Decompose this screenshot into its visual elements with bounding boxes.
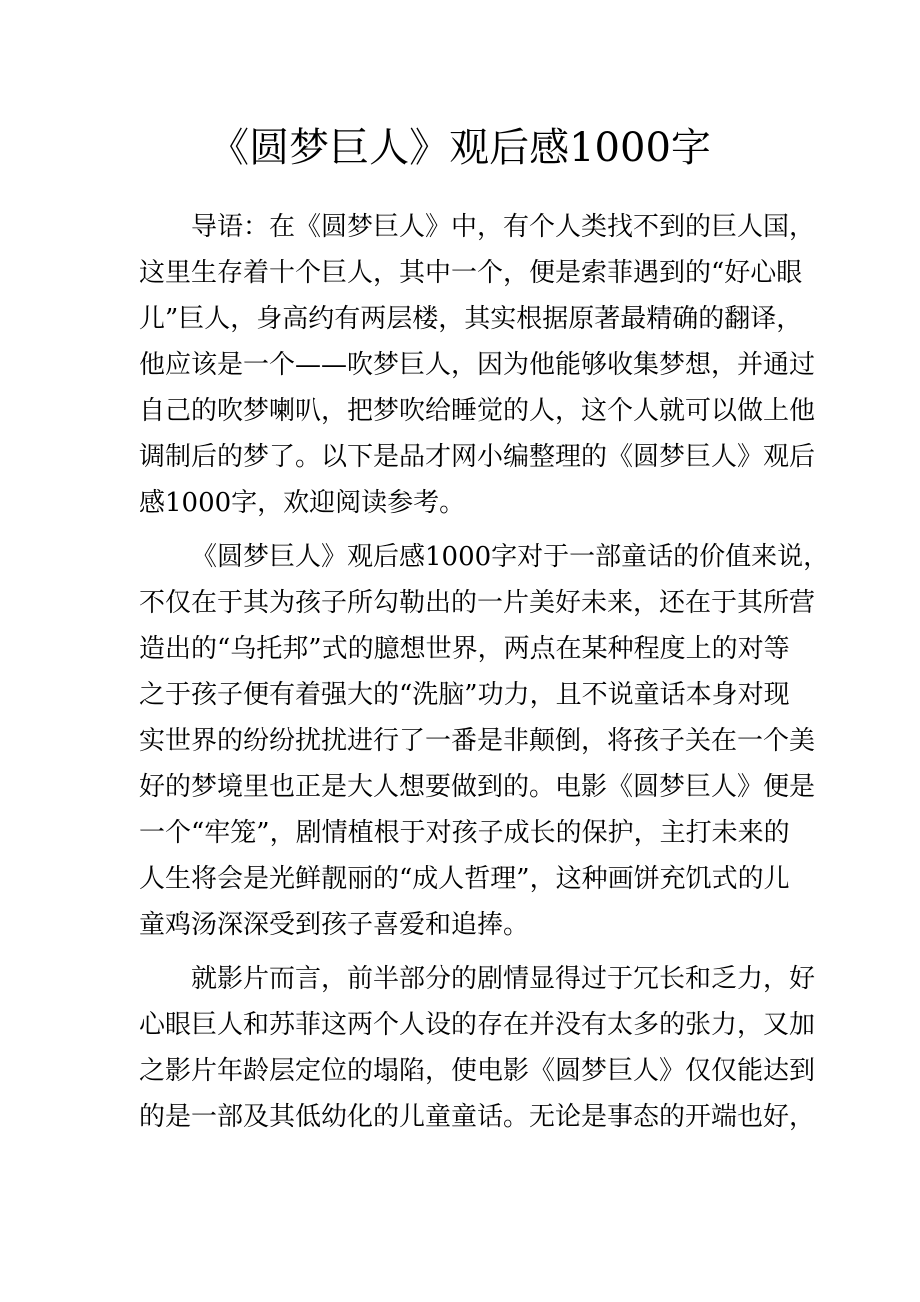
text-line: 的是一部及其低幼化的儿童童话。无论是事态的开端也好， xyxy=(139,1102,816,1132)
text-line: 之于孩子便有着强大的“洗脑”功力，且不说童话本身对现 xyxy=(139,680,790,710)
text-line: 实世界的纷纷扰扰进行了一番是非颠倒，将孩子关在一个美 xyxy=(139,726,816,756)
text-line: 这里生存着十个巨人，其中一个，便是索菲遇到的“好心眼 xyxy=(139,258,803,288)
text-line: 人生将会是光鲜靓丽的“成人哲理”，这种画饼充饥式的儿 xyxy=(139,864,790,894)
text-line: 一个“牢笼”，剧情植根于对孩子成长的保护，主打未来的 xyxy=(139,818,790,848)
text-line: 自己的吹梦喇叭，把梦吹给睡觉的人，这个人就可以做上他 xyxy=(139,396,816,426)
document-title: 《圆梦巨人》观后感1000字 xyxy=(209,125,711,171)
text-line: 导语：在《圆梦巨人》中，有个人类找不到的巨人国， xyxy=(191,212,816,242)
text-line: 就影片而言，前半部分的剧情显得过于冗长和乏力，好 xyxy=(191,964,816,994)
text-line: 他应该是一个——吹梦巨人，因为他能够收集梦想，并通过 xyxy=(139,350,816,380)
paragraph-intro xyxy=(139,204,816,526)
text-line: 感1000字，欢迎阅读参考。 xyxy=(139,488,466,518)
document-body xyxy=(139,204,830,1140)
text-line: 之影片年龄层定位的塌陷，使电影《圆梦巨人》仅仅能达到 xyxy=(139,1056,816,1086)
text-line: 调制后的梦了。以下是品才网小编整理的《圆梦巨人》观后 xyxy=(139,442,816,472)
text-line: 不仅在于其为孩子所勾勒出的一片美好未来，还在于其所营 xyxy=(139,588,816,618)
text-line: 《圆梦巨人》观后感1000字对于一部童话的价值来说， xyxy=(191,542,830,572)
text-line: 心眼巨人和苏菲这两个人设的存在并没有太多的张力，又加 xyxy=(139,1010,816,1040)
paragraph-fairy-tale-value xyxy=(139,534,830,948)
text-line: 儿”巨人，身高约有两层楼，其实根据原著最精确的翻译， xyxy=(139,304,803,334)
text-line: 童鸡汤深深受到孩子喜爱和追捧。 xyxy=(139,910,530,940)
text-line: 好的梦境里也正是大人想要做到的。电影《圆梦巨人》便是 xyxy=(139,772,816,802)
paragraph-film-review xyxy=(139,956,816,1140)
text-line: 造出的“乌托邦”式的臆想世界，两点在某种程度上的对等 xyxy=(139,634,790,664)
